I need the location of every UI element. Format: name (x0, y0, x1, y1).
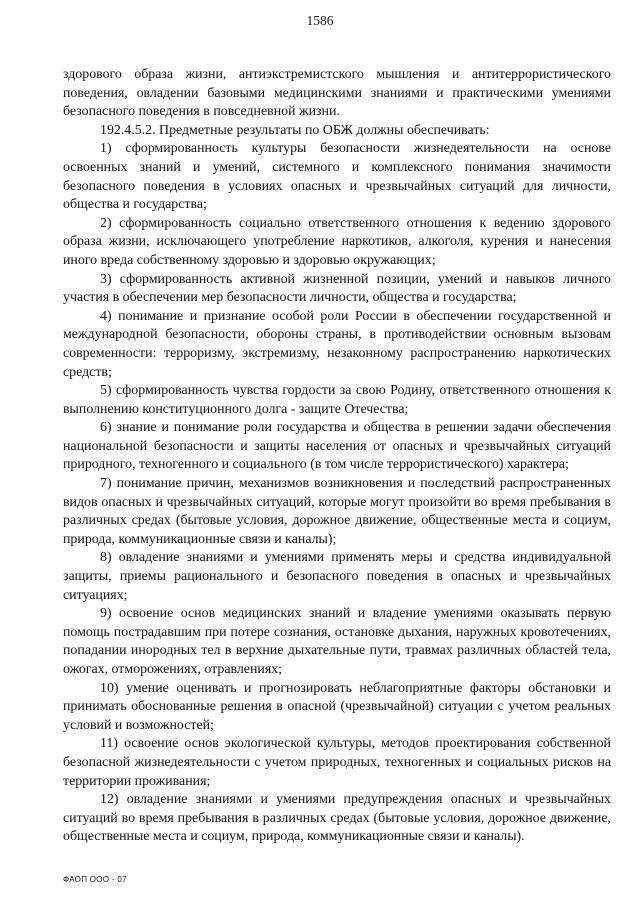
list-item-2: 2) сформированность социально ответственного отношения к ведению здорового образа жизни, исключающего употребление наркотиков, алкоголя, курения и нанесения иного вреда собственному здоровью и здоровью окружающих; (63, 215, 611, 268)
document-footer: ФАОП ООО - 07 (63, 875, 127, 884)
page-number: 1586 (306, 13, 334, 28)
list-item-3: 3) сформированность активной жизненной позиции, умений и навыков личного участия в обеспечении мер безопасности личности, общества и государства; (63, 271, 611, 306)
list-item-9: 9) освоение основ медицинских знаний и владение умениями оказывать первую помощь пострадавшим при потере сознания, остановке дыхания, наружных кровотечениях, попадании инородных тел в верхние дыхательные пути, травмах различных областей тела, ожогах, отморожениях, отравлениях; (63, 606, 611, 677)
list-item-7: 7) понимание причин, механизмов возникновения и последствий распространенных видов опасных и чрезвычайных ситуаций, которые могут произойти во время пребывания в различных средах (бытовые условия, дорожное движение, общественные места и социум, природа, коммуникационные связи и каналы); (63, 476, 611, 547)
list-item-1: 1) сформированность культуры безопасности жизнедеятельности на основе освоенных знаний и умений, системного и комплексного понимания значимости безопасного поведения в условиях опасных и чрезвычайных ситуаций для личности, общества и государства; (63, 141, 611, 213)
list-item-10: 10) умение оценивать и прогнозировать неблагоприятные факторы обстановки и принимать обоснованные решения в опасной (чрезвычайной) ситуации с учетом реальных условий и возможностей; (63, 680, 611, 733)
list-item-6: 6) знание и понимание роли государства и общества в решении задачи обеспечения национальной безопасности и защиты населения от опасных и чрезвычайных ситуаций природного, техногенного и социального (в том числе террористического) характера; (63, 420, 611, 473)
list-item-12: 12) овладение знаниями и умениями предупреждения опасных и чрезвычайных ситуаций во время пребывания в различных средах (бытовые условия, дорожное движение, общественные места и социум, природа, коммуникационные связи и каналы). (63, 792, 611, 845)
section-heading: 192.4.5.2. Предметные результаты по ОБЖ должны обеспечивать: (100, 122, 490, 138)
list-item-4: 4) понимание и признание особой роли России в обеспечении государственной и международной безопасности, обороны страны, в противодействии основным вызовам современности: терроризму, экстремизму, незаконному распространению наркотических средств; (63, 308, 611, 380)
list-item-8: 8) овладение знаниями и умениями применять меры и средства индивидуальной защиты, приемы рационального и безопасного поведения в опасных и чрезвычайных ситуациях; (63, 550, 611, 603)
list-item-5: 5) сформированность чувства гордости за свою Родину, ответственного отношения к выполнению конституционного долга - защите Отечества; (63, 383, 611, 417)
document-body (63, 66, 611, 847)
paragraph-continuation: здорового образа жизни, антиэкстремистского мышления и антитеррористического поведения, овладении базовыми медицинскими знаниями и практическими умениями безопасного поведения в повседневной жизни. (63, 67, 611, 120)
list-item-11: 11) освоение основ экологической культуры, методов проектирования собственной безопасной жизнедеятельности с учетом природных, техногенных и социальных рисков на территории проживания; (63, 736, 611, 789)
